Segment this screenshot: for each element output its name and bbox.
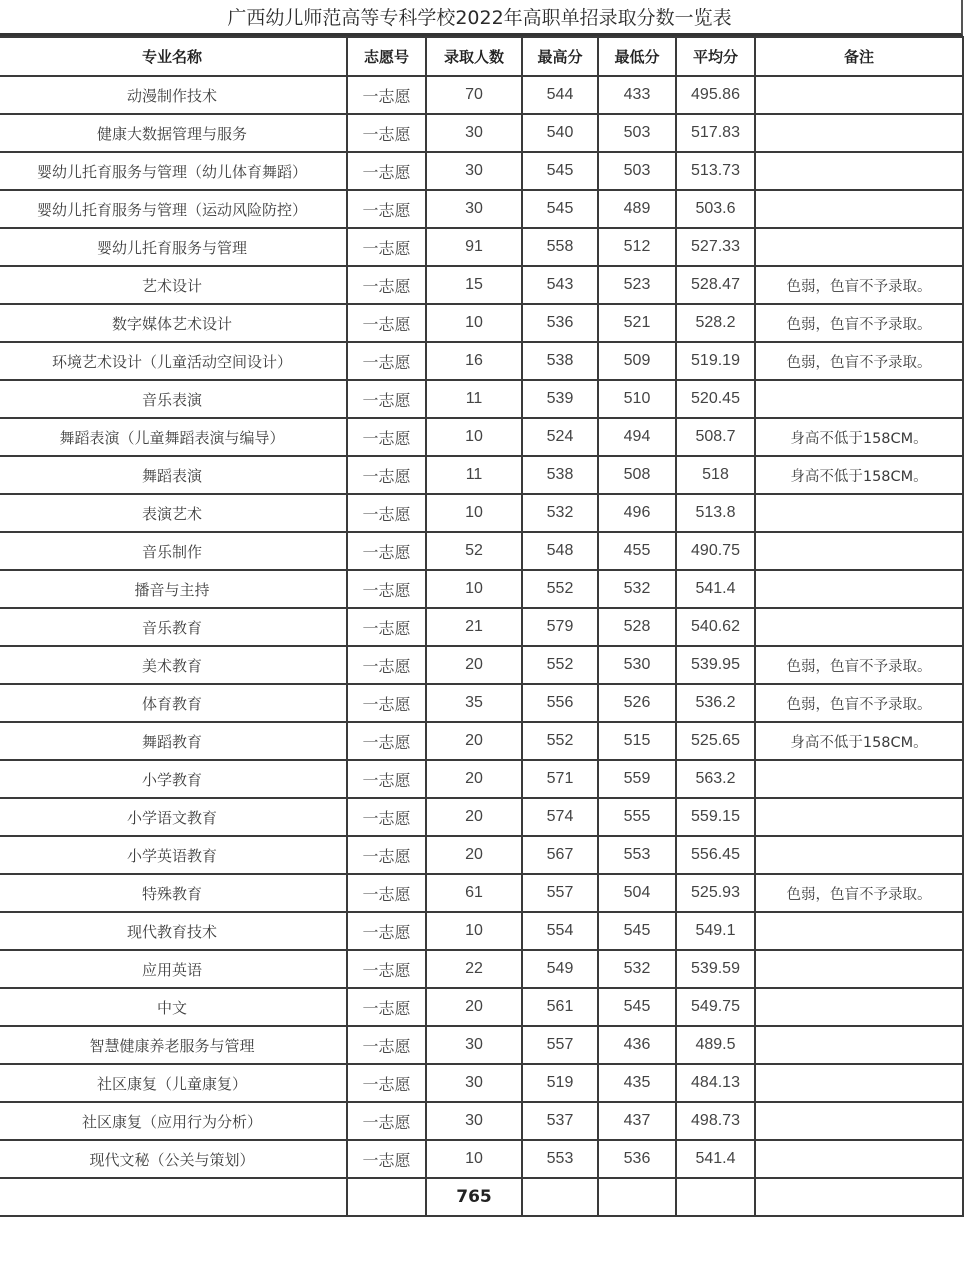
admitted-cell: 10: [426, 418, 522, 456]
choice-cell: 一志愿: [347, 608, 426, 646]
table-row: [0, 76, 963, 114]
note-cell: [755, 228, 963, 266]
note-cell: [755, 988, 963, 1026]
min-score-cell: 523: [598, 266, 676, 304]
table-row: [0, 190, 963, 228]
choice-cell: 一志愿: [347, 646, 426, 684]
max-score-cell: 552: [522, 646, 598, 684]
max-score-cell: 556: [522, 684, 598, 722]
choice-cell: 一志愿: [347, 266, 426, 304]
choice-cell: 一志愿: [347, 190, 426, 228]
max-score-cell: 545: [522, 152, 598, 190]
major-cell: 特殊教育: [0, 874, 347, 912]
note-cell: 色弱，色盲不予录取。: [755, 266, 963, 304]
table-row: [0, 342, 963, 380]
min-score-cell: 521: [598, 304, 676, 342]
table-row: [0, 114, 963, 152]
max-score-cell: 557: [522, 874, 598, 912]
admitted-cell: 15: [426, 266, 522, 304]
choice-cell: 一志愿: [347, 380, 426, 418]
table-row: [0, 760, 963, 798]
admitted-cell: 30: [426, 114, 522, 152]
table-row: [0, 266, 963, 304]
admitted-cell: 30: [426, 1064, 522, 1102]
note-cell: [755, 608, 963, 646]
admitted-cell: 21: [426, 608, 522, 646]
table-row: [0, 1064, 963, 1102]
note-cell: 色弱，色盲不予录取。: [755, 342, 963, 380]
major-cell: 动漫制作技术: [0, 76, 347, 114]
major-cell: 智慧健康养老服务与管理: [0, 1026, 347, 1064]
table-row: [0, 874, 963, 912]
avg-score-cell: 539.95: [676, 646, 755, 684]
choice-cell: 一志愿: [347, 950, 426, 988]
avg-score-cell: 513.8: [676, 494, 755, 532]
avg-score-cell: 490.75: [676, 532, 755, 570]
note-cell: 色弱，色盲不予录取。: [755, 646, 963, 684]
choice-cell: 一志愿: [347, 114, 426, 152]
note-cell: [755, 76, 963, 114]
note-cell: 色弱，色盲不予录取。: [755, 684, 963, 722]
avg-score-cell: 518: [676, 456, 755, 494]
choice-cell: 一志愿: [347, 456, 426, 494]
header-major: 专业名称: [0, 37, 347, 76]
avg-score-cell: 484.13: [676, 1064, 755, 1102]
admitted-cell: 35: [426, 684, 522, 722]
min-score-cell: 509: [598, 342, 676, 380]
avg-score-cell: 539.59: [676, 950, 755, 988]
min-score-cell: 494: [598, 418, 676, 456]
major-cell: 舞蹈表演（儿童舞蹈表演与编导）: [0, 418, 347, 456]
admitted-cell: 61: [426, 874, 522, 912]
table-row: [0, 532, 963, 570]
note-cell: [755, 114, 963, 152]
min-score-cell: 536: [598, 1140, 676, 1178]
avg-score-cell: 508.7: [676, 418, 755, 456]
note-cell: [755, 570, 963, 608]
major-cell: 社区康复（儿童康复）: [0, 1064, 347, 1102]
note-cell: [755, 836, 963, 874]
avg-score-cell: 549.1: [676, 912, 755, 950]
max-score-cell: 548: [522, 532, 598, 570]
max-score-cell: 537: [522, 1102, 598, 1140]
major-cell: 音乐表演: [0, 380, 347, 418]
max-score-cell: 524: [522, 418, 598, 456]
admitted-cell: 20: [426, 836, 522, 874]
max-score-cell: 545: [522, 190, 598, 228]
note-cell: [755, 798, 963, 836]
major-cell: 中文: [0, 988, 347, 1026]
table-row: [0, 912, 963, 950]
admitted-cell: 11: [426, 380, 522, 418]
avg-score-cell: 513.73: [676, 152, 755, 190]
total-choice-cell: [347, 1178, 426, 1216]
min-score-cell: 545: [598, 912, 676, 950]
max-score-cell: 567: [522, 836, 598, 874]
major-cell: 表演艺术: [0, 494, 347, 532]
major-cell: 应用英语: [0, 950, 347, 988]
min-score-cell: 508: [598, 456, 676, 494]
document-title: 广西幼儿师范高等专科学校2022年高职单招录取分数一览表: [0, 0, 963, 36]
major-cell: 婴幼儿托育服务与管理: [0, 228, 347, 266]
admission-table: [0, 36, 964, 1217]
min-score-cell: 496: [598, 494, 676, 532]
min-score-cell: 433: [598, 76, 676, 114]
choice-cell: 一志愿: [347, 304, 426, 342]
note-cell: [755, 950, 963, 988]
major-cell: 艺术设计: [0, 266, 347, 304]
header-avg-score: 平均分: [676, 37, 755, 76]
admitted-cell: 11: [426, 456, 522, 494]
max-score-cell: 574: [522, 798, 598, 836]
major-cell: 社区康复（应用行为分析）: [0, 1102, 347, 1140]
choice-cell: 一志愿: [347, 342, 426, 380]
choice-cell: 一志愿: [347, 988, 426, 1026]
total-avg-cell: [676, 1178, 755, 1216]
major-cell: 美术教育: [0, 646, 347, 684]
table-row: [0, 1102, 963, 1140]
choice-cell: 一志愿: [347, 722, 426, 760]
admitted-cell: 20: [426, 988, 522, 1026]
min-score-cell: 503: [598, 152, 676, 190]
table-row: [0, 608, 963, 646]
major-cell: 舞蹈教育: [0, 722, 347, 760]
choice-cell: 一志愿: [347, 570, 426, 608]
min-score-cell: 553: [598, 836, 676, 874]
choice-cell: 一志愿: [347, 1140, 426, 1178]
max-score-cell: 552: [522, 722, 598, 760]
admitted-cell: 10: [426, 1140, 522, 1178]
note-cell: [755, 532, 963, 570]
note-cell: 身高不低于158CM。: [755, 456, 963, 494]
choice-cell: 一志愿: [347, 532, 426, 570]
choice-cell: 一志愿: [347, 152, 426, 190]
min-score-cell: 504: [598, 874, 676, 912]
note-cell: [755, 1140, 963, 1178]
max-score-cell: 571: [522, 760, 598, 798]
admitted-cell: 30: [426, 152, 522, 190]
note-cell: 身高不低于158CM。: [755, 418, 963, 456]
total-note-cell: [755, 1178, 963, 1216]
min-score-cell: 545: [598, 988, 676, 1026]
major-cell: 舞蹈表演: [0, 456, 347, 494]
avg-score-cell: 517.83: [676, 114, 755, 152]
min-score-cell: 435: [598, 1064, 676, 1102]
major-cell: 小学教育: [0, 760, 347, 798]
table-row: [0, 798, 963, 836]
note-cell: [755, 190, 963, 228]
avg-score-cell: 559.15: [676, 798, 755, 836]
avg-score-cell: 527.33: [676, 228, 755, 266]
choice-cell: 一志愿: [347, 798, 426, 836]
major-cell: 小学英语教育: [0, 836, 347, 874]
major-cell: 音乐教育: [0, 608, 347, 646]
choice-cell: 一志愿: [347, 684, 426, 722]
admitted-cell: 10: [426, 494, 522, 532]
admitted-cell: 10: [426, 304, 522, 342]
note-cell: [755, 912, 963, 950]
note-cell: 身高不低于158CM。: [755, 722, 963, 760]
major-cell: 婴幼儿托育服务与管理（幼儿体育舞蹈）: [0, 152, 347, 190]
avg-score-cell: 525.93: [676, 874, 755, 912]
choice-cell: 一志愿: [347, 228, 426, 266]
note-cell: [755, 1102, 963, 1140]
avg-score-cell: 489.5: [676, 1026, 755, 1064]
admitted-cell: 52: [426, 532, 522, 570]
min-score-cell: 510: [598, 380, 676, 418]
table-row: [0, 1140, 963, 1178]
note-cell: [755, 494, 963, 532]
avg-score-cell: 520.45: [676, 380, 755, 418]
min-score-cell: 532: [598, 950, 676, 988]
max-score-cell: 552: [522, 570, 598, 608]
table-row: [0, 988, 963, 1026]
avg-score-cell: 519.19: [676, 342, 755, 380]
min-score-cell: 532: [598, 570, 676, 608]
admitted-cell: 91: [426, 228, 522, 266]
header-min-score: 最低分: [598, 37, 676, 76]
note-cell: [755, 760, 963, 798]
max-score-cell: 536: [522, 304, 598, 342]
major-cell: 婴幼儿托育服务与管理（运动风险防控）: [0, 190, 347, 228]
table-row: [0, 152, 963, 190]
choice-cell: 一志愿: [347, 874, 426, 912]
table-row: [0, 722, 963, 760]
choice-cell: 一志愿: [347, 760, 426, 798]
major-cell: 体育教育: [0, 684, 347, 722]
max-score-cell: 543: [522, 266, 598, 304]
admitted-cell: 10: [426, 912, 522, 950]
avg-score-cell: 563.2: [676, 760, 755, 798]
note-cell: 色弱，色盲不予录取。: [755, 304, 963, 342]
total-label-cell: [0, 1178, 347, 1216]
min-score-cell: 503: [598, 114, 676, 152]
table-row: [0, 570, 963, 608]
admitted-cell: 30: [426, 190, 522, 228]
table-row: [0, 494, 963, 532]
max-score-cell: 561: [522, 988, 598, 1026]
max-score-cell: 538: [522, 456, 598, 494]
max-score-cell: 549: [522, 950, 598, 988]
note-cell: 色弱，色盲不予录取。: [755, 874, 963, 912]
max-score-cell: 540: [522, 114, 598, 152]
total-row: [0, 1178, 963, 1216]
max-score-cell: 519: [522, 1064, 598, 1102]
avg-score-cell: 541.4: [676, 1140, 755, 1178]
table-row: [0, 456, 963, 494]
choice-cell: 一志愿: [347, 418, 426, 456]
avg-score-cell: 536.2: [676, 684, 755, 722]
max-score-cell: 579: [522, 608, 598, 646]
avg-score-cell: 528.2: [676, 304, 755, 342]
table-row: [0, 1026, 963, 1064]
header-max-score: 最高分: [522, 37, 598, 76]
table-row: [0, 304, 963, 342]
min-score-cell: 530: [598, 646, 676, 684]
admitted-cell: 10: [426, 570, 522, 608]
avg-score-cell: 503.6: [676, 190, 755, 228]
admitted-cell: 20: [426, 722, 522, 760]
major-cell: 现代文秘（公关与策划）: [0, 1140, 347, 1178]
choice-cell: 一志愿: [347, 1102, 426, 1140]
note-cell: [755, 1064, 963, 1102]
min-score-cell: 559: [598, 760, 676, 798]
choice-cell: 一志愿: [347, 494, 426, 532]
major-cell: 小学语文教育: [0, 798, 347, 836]
admitted-cell: 30: [426, 1102, 522, 1140]
max-score-cell: 544: [522, 76, 598, 114]
major-cell: 数字媒体艺术设计: [0, 304, 347, 342]
choice-cell: 一志愿: [347, 1026, 426, 1064]
avg-score-cell: 541.4: [676, 570, 755, 608]
avg-score-cell: 549.75: [676, 988, 755, 1026]
min-score-cell: 526: [598, 684, 676, 722]
max-score-cell: 553: [522, 1140, 598, 1178]
table-row: [0, 380, 963, 418]
major-cell: 音乐制作: [0, 532, 347, 570]
avg-score-cell: 528.47: [676, 266, 755, 304]
table-row: [0, 646, 963, 684]
avg-score-cell: 498.73: [676, 1102, 755, 1140]
total-max-cell: [522, 1178, 598, 1216]
choice-cell: 一志愿: [347, 76, 426, 114]
admitted-cell: 30: [426, 1026, 522, 1064]
header-note: 备注: [755, 37, 963, 76]
min-score-cell: 437: [598, 1102, 676, 1140]
admitted-cell: 16: [426, 342, 522, 380]
header-admitted: 录取人数: [426, 37, 522, 76]
major-cell: 健康大数据管理与服务: [0, 114, 347, 152]
min-score-cell: 512: [598, 228, 676, 266]
max-score-cell: 532: [522, 494, 598, 532]
total-admitted: 765: [426, 1178, 522, 1216]
min-score-cell: 436: [598, 1026, 676, 1064]
max-score-cell: 554: [522, 912, 598, 950]
min-score-cell: 489: [598, 190, 676, 228]
note-cell: [755, 152, 963, 190]
admitted-cell: 20: [426, 798, 522, 836]
header-choice: 志愿号: [347, 37, 426, 76]
note-cell: [755, 380, 963, 418]
choice-cell: 一志愿: [347, 912, 426, 950]
admitted-cell: 22: [426, 950, 522, 988]
total-min-cell: [598, 1178, 676, 1216]
table-row: [0, 836, 963, 874]
choice-cell: 一志愿: [347, 1064, 426, 1102]
admitted-cell: 70: [426, 76, 522, 114]
table-row: [0, 950, 963, 988]
table-row: [0, 684, 963, 722]
max-score-cell: 539: [522, 380, 598, 418]
avg-score-cell: 495.86: [676, 76, 755, 114]
admitted-cell: 20: [426, 646, 522, 684]
max-score-cell: 558: [522, 228, 598, 266]
min-score-cell: 515: [598, 722, 676, 760]
major-cell: 播音与主持: [0, 570, 347, 608]
max-score-cell: 557: [522, 1026, 598, 1064]
avg-score-cell: 525.65: [676, 722, 755, 760]
min-score-cell: 528: [598, 608, 676, 646]
avg-score-cell: 556.45: [676, 836, 755, 874]
major-cell: 现代教育技术: [0, 912, 347, 950]
header-row: [0, 37, 963, 76]
admitted-cell: 20: [426, 760, 522, 798]
major-cell: 环境艺术设计（儿童活动空间设计）: [0, 342, 347, 380]
choice-cell: 一志愿: [347, 836, 426, 874]
table-row: [0, 228, 963, 266]
avg-score-cell: 540.62: [676, 608, 755, 646]
table-row: [0, 418, 963, 456]
max-score-cell: 538: [522, 342, 598, 380]
min-score-cell: 555: [598, 798, 676, 836]
min-score-cell: 455: [598, 532, 676, 570]
note-cell: [755, 1026, 963, 1064]
